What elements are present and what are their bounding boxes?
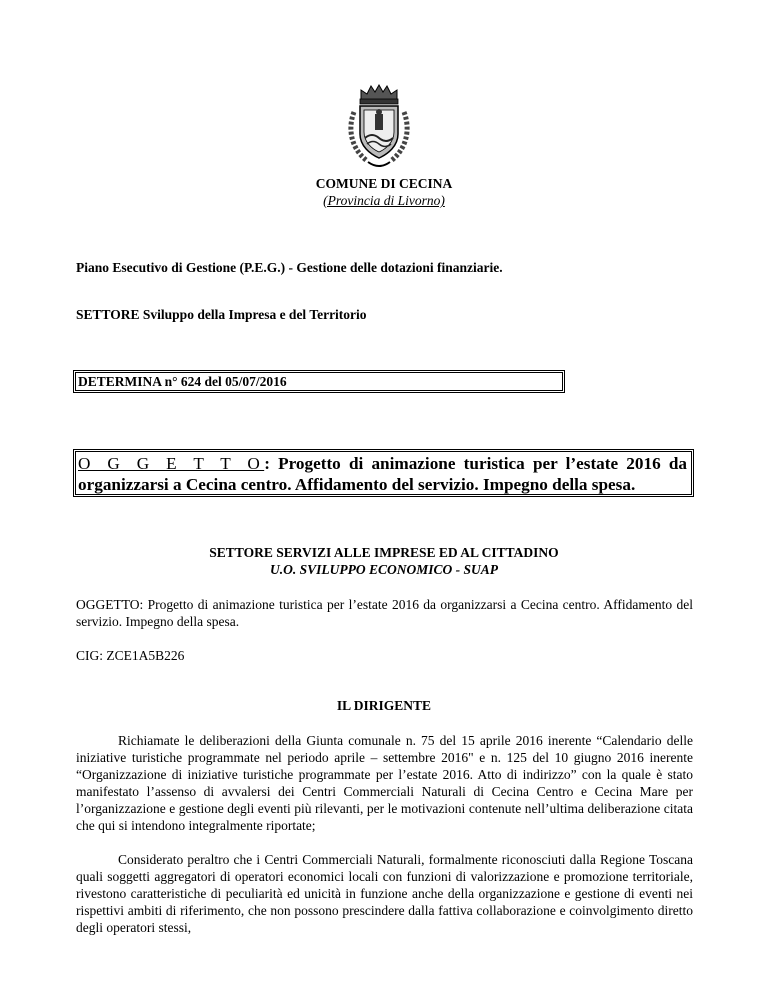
settore-servizi-heading: SETTORE SERVIZI ALLE IMPRESE ED AL CITTADINO: [209, 545, 559, 560]
oggetto-box-text: Progetto di animazione turistica per l’estate 2016 da organizzarsi a Cecina centro. Affidamento del servizio. Impegno della spesa.: [78, 454, 687, 494]
unita-operativa-heading: U.O. SVILUPPO ECONOMICO - SUAP: [269, 562, 499, 577]
comune-title: COMUNE DI CECINA: [315, 176, 453, 191]
oggetto-paragraph: OGGETTO: Progetto di animazione turistica per l’estate 2016 da organizzarsi a Cecina centro. Affidamento del servizio. Impegno della spesa.: [76, 597, 693, 629]
determina-box: [73, 370, 565, 393]
municipal-crest-icon: [344, 82, 414, 172]
peg-heading: Piano Esecutivo di Gestione (P.E.G.) - Gestione delle dotazioni finanziarie.: [76, 260, 503, 275]
settore-heading: SETTORE Sviluppo della Impresa e del Territorio: [76, 307, 367, 322]
cig-code: CIG: ZCE1A5B226: [76, 648, 185, 663]
body-paragraph-2: Considerato peraltro che i Centri Commerciali Naturali, formalmente riconosciuti dalla Regione Toscana quali soggetti aggregatori di operatori economici locali con funzioni di valorizzazione e promozione territoriale, rivestono caratteristiche di peculiarità ed unicità in funzione anche della organizzazione e gestione di eventi nei rispettivi ambiti di riferimento, che non possono prescindere dalla fattiva collaborazione e coinvolgimento diretto degli operatori stessi,: [76, 852, 693, 935]
provincia-subtitle: (Provincia di Livorno): [323, 193, 445, 208]
oggetto-label: O G G E T T O: [78, 454, 265, 473]
determina-number: DETERMINA n° 624 del 05/07/2016: [78, 374, 287, 389]
oggetto-box: [73, 449, 694, 497]
dirigente-heading: IL DIRIGENTE: [336, 698, 432, 713]
oggetto-colon: :: [264, 454, 270, 473]
body-paragraph-1: Richiamate le deliberazioni della Giunta comunale n. 75 del 15 aprile 2016 inerente “Calendario delle iniziative turistiche programmate nel periodo aprile – settembre 2016" e n. 125 del 10 giugno 2016 inerente “Organizzazione di iniziative turistiche programmate per l’estate 2016. Atto di indirizzo” con la quale è stato manifestato l’assenso di avvalersi dei Centri Commerciali Naturali di Cecina Centro e Cecina Mare per l’organizzazione e gestione degli eventi più rilevanti, per le motivazioni contenute nell’ultima deliberazione citata che qui si intendono integralmente riportate;: [76, 733, 693, 833]
